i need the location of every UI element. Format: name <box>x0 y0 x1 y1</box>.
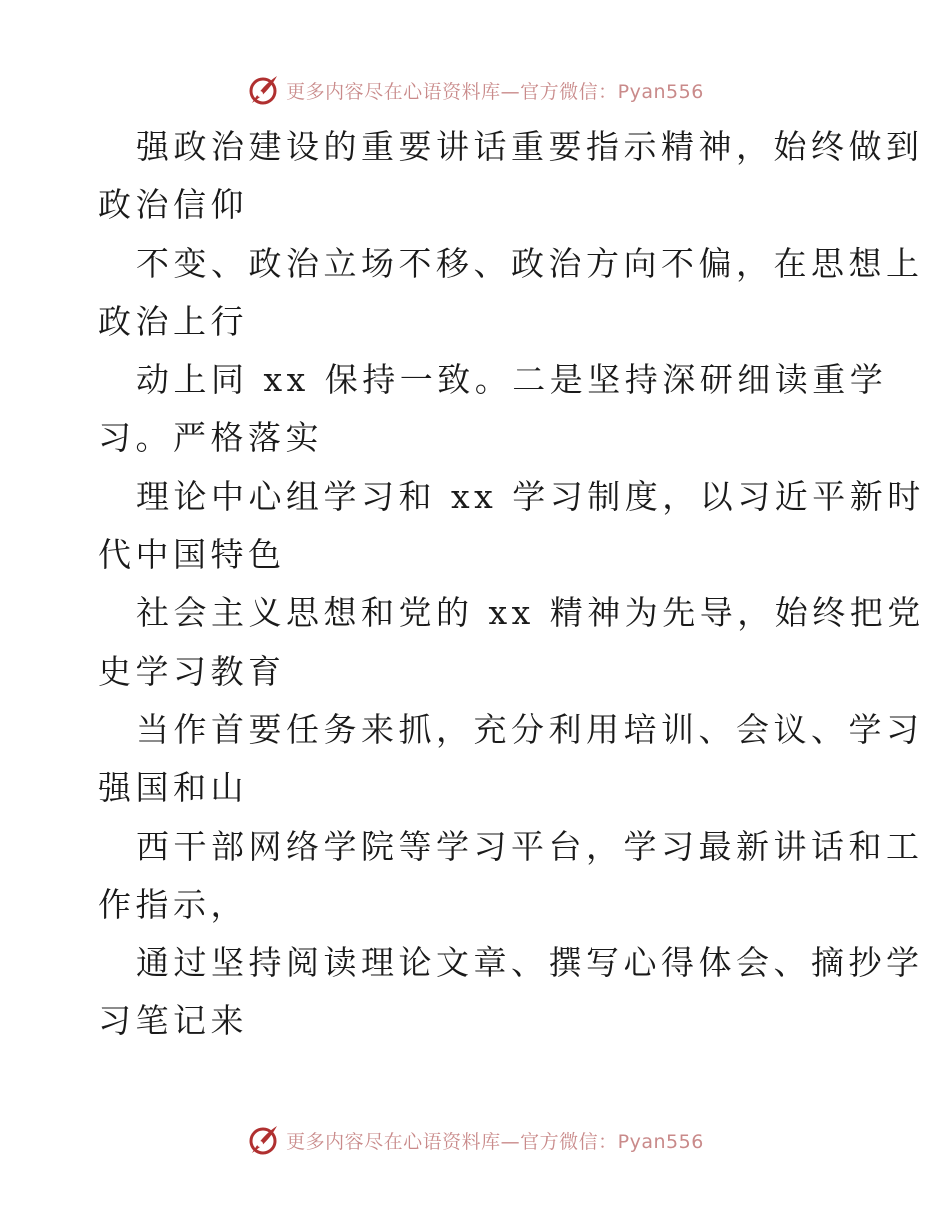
text-line: 动上同 xx 保持一致。二是坚持深研细读重学 <box>136 360 888 400</box>
header-banner-text: 更多内容尽在心语资料库—官方微信：Pyan556 <box>286 80 704 103</box>
text-line: 西干部网络学院等学习平台，学习最新讲话和工 <box>136 826 924 866</box>
header-banner <box>0 70 950 110</box>
text-line: 政治上行 <box>98 301 248 341</box>
quill-logo-icon <box>246 73 280 107</box>
text-line: 强政治建设的重要讲话重要指示精神，始终做到 <box>136 127 924 166</box>
quill-logo-icon <box>246 1123 280 1157</box>
text-line: 史学习教育 <box>98 651 286 691</box>
text-line: 代中国特色 <box>98 535 286 575</box>
text-line: 通过坚持阅读理论文章、撰写心得体会、摘抄学 <box>136 943 924 983</box>
text-line: 习笔记来 <box>98 1001 248 1041</box>
text-line: 理论中心组学习和 xx 学习制度，以习近平新时 <box>136 476 925 516</box>
text-line: 不变、政治立场不移、政治方向不偏，在思想上 <box>136 243 924 283</box>
footer-banner <box>0 1120 950 1160</box>
document-body <box>98 118 925 1051</box>
text-line: 强国和山 <box>98 768 248 808</box>
text-line: 作指示， <box>98 884 248 924</box>
text-line: 当作首要任务来抓，充分利用培训、会议、学习 <box>136 709 924 749</box>
text-line: 社会主义思想和党的 xx 精神为先导，始终把党 <box>136 593 925 633</box>
text-line: 政治信仰 <box>98 185 248 225</box>
footer-banner-text: 更多内容尽在心语资料库—官方微信：Pyan556 <box>286 1130 704 1153</box>
text-line: 习。严格落实 <box>98 418 323 458</box>
